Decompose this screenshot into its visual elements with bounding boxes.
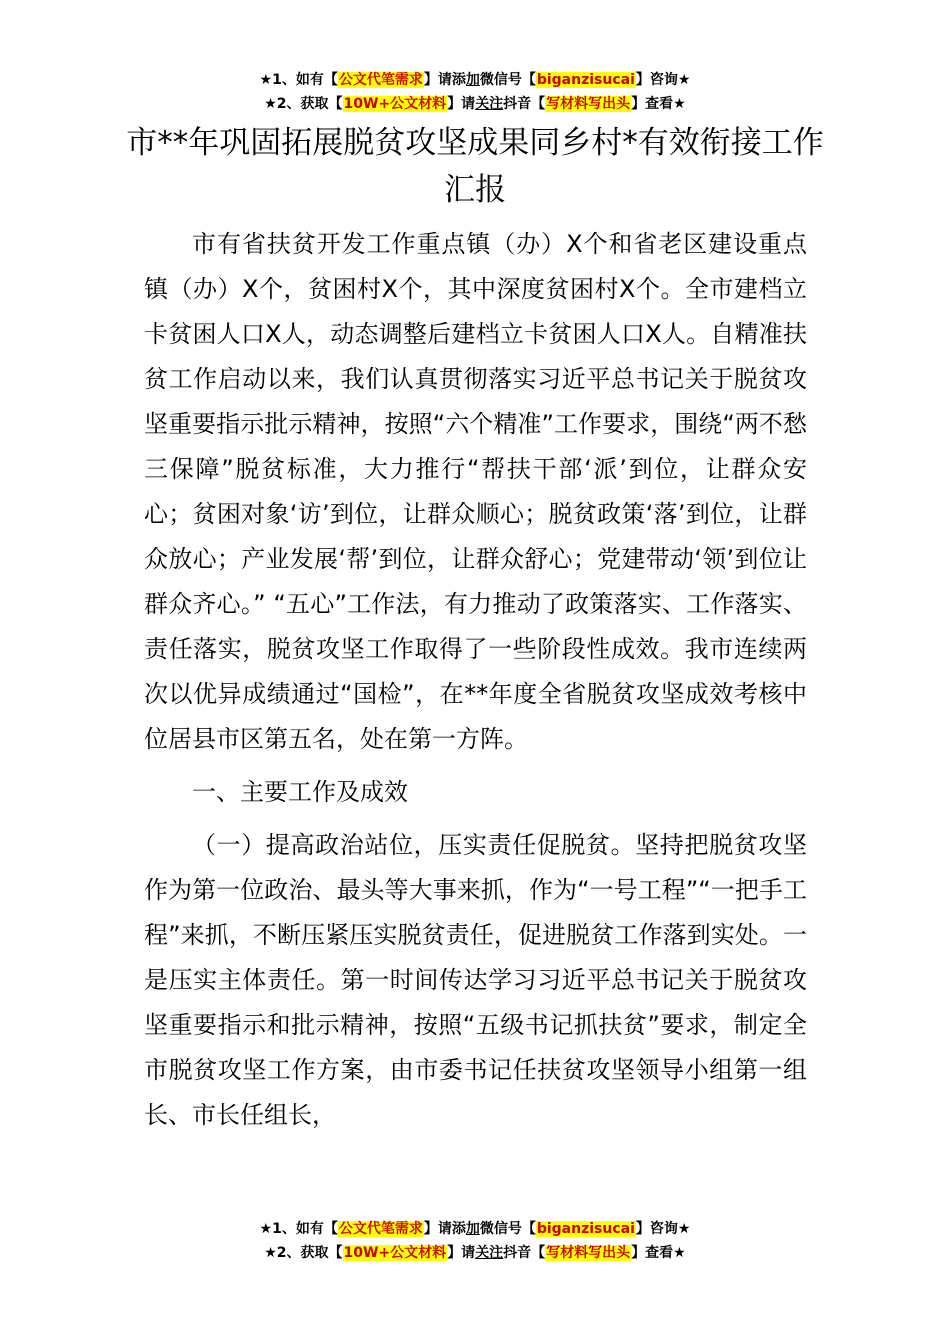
banner-text: 】咨询★ [635, 72, 691, 88]
banner-text: 】咨询★ [635, 1221, 691, 1237]
section-heading: 一、主要工作及成效 [192, 778, 408, 806]
banner-highlight: 写材料写出头 [546, 1245, 631, 1261]
banner-text: 微信号【 [479, 1221, 536, 1237]
footer-banner [0, 1217, 950, 1265]
banner-emphasis: 加 [465, 1221, 480, 1237]
banner-text: 】查看★ [631, 96, 686, 112]
banner-line-1 [0, 1217, 950, 1241]
banner-text: 抖音【 [503, 1245, 546, 1261]
banner-emphasis: 关注 [475, 1245, 504, 1261]
banner-line-1 [0, 68, 950, 92]
banner-highlight: 公文代笔需求 [338, 1221, 423, 1237]
banner-text: ★2、获取【 [264, 96, 343, 112]
banner-highlight: 写材料写出头 [546, 96, 631, 112]
banner-text: ★1、如有【 [259, 72, 338, 88]
banner-text: 】请 [447, 96, 476, 112]
banner-highlight: biganzisucai [536, 72, 635, 88]
banner-highlight: 10W+公文材料 [343, 96, 447, 112]
document-title: 市**年巩固拓展脱贫攻坚成果同乡村*有效衔接工作汇报 [126, 125, 824, 208]
banner-highlight: 公文代笔需求 [338, 72, 423, 88]
banner-emphasis: 加 [465, 72, 480, 88]
header-banner [0, 68, 950, 116]
document-body [144, 222, 807, 1138]
banner-text: 】请添 [423, 1221, 466, 1237]
banner-text: ★2、获取【 [264, 1245, 343, 1261]
banner-text: 】请添 [423, 72, 466, 88]
banner-emphasis: 关注 [475, 96, 504, 112]
banner-text: 抖音【 [503, 96, 546, 112]
banner-line-2 [0, 1241, 950, 1265]
banner-text: ★1、如有【 [259, 1221, 338, 1237]
banner-text: 微信号【 [479, 72, 536, 88]
banner-text: 】查看★ [631, 1245, 686, 1261]
banner-line-2 [0, 92, 950, 116]
banner-highlight: biganzisucai [536, 1221, 635, 1237]
banner-highlight: 10W+公文材料 [343, 1245, 447, 1261]
body-paragraph: （一）提高政治站位，压实责任促脱贫。坚持把脱贫攻坚作为第一位政治、最头等大事来抓，作为“一号工程”“一把手工程”来抓，不断压紧压实脱贫责任，促进脱贫工作落到实处。一是压实主体责任。第一时间传达学习习近平总书记关于脱贫攻坚重要指示和批示精神，按照“五级书记抓扶贫”要求，制定全市脱贫攻坚工作方案，由市委书记任扶贫攻坚领导小组第一组长、市长任组长， [144, 831, 807, 1129]
banner-text: 】请 [447, 1245, 476, 1261]
intro-paragraph: 市有省扶贫开发工作重点镇（办）X个和省老区建设重点镇（办）X个，贫困村X个，其中深度贫困村X个。全市建档立卡贫困人口X人，动态调整后建档立卡贫困人口X人。自精准扶贫工作启动以来，我们认真贯彻落实习近平总书记关于脱贫攻坚重要指示批示精神，按照“六个精准”工作要求，围绕“两不愁三保障”脱贫标准，大力推行“帮扶干部‘派’到位，让群众安心；贫困对象‘访’到位，让群众顺心；脱贫政策‘落’到位，让群众放心；产业发展‘帮’到位，让群众舒心；党建带动‘领’到位让群众齐心。” “五心”工作法，有力推动了政策落实、工作落实、责任落实，脱贫攻坚工作取得了一些阶段性成效。我市连续两次以优异成绩通过“国检”，在**年度全省脱贫攻坚成效考核中位居县市区第五名，处在第一方阵。 [144, 230, 807, 753]
